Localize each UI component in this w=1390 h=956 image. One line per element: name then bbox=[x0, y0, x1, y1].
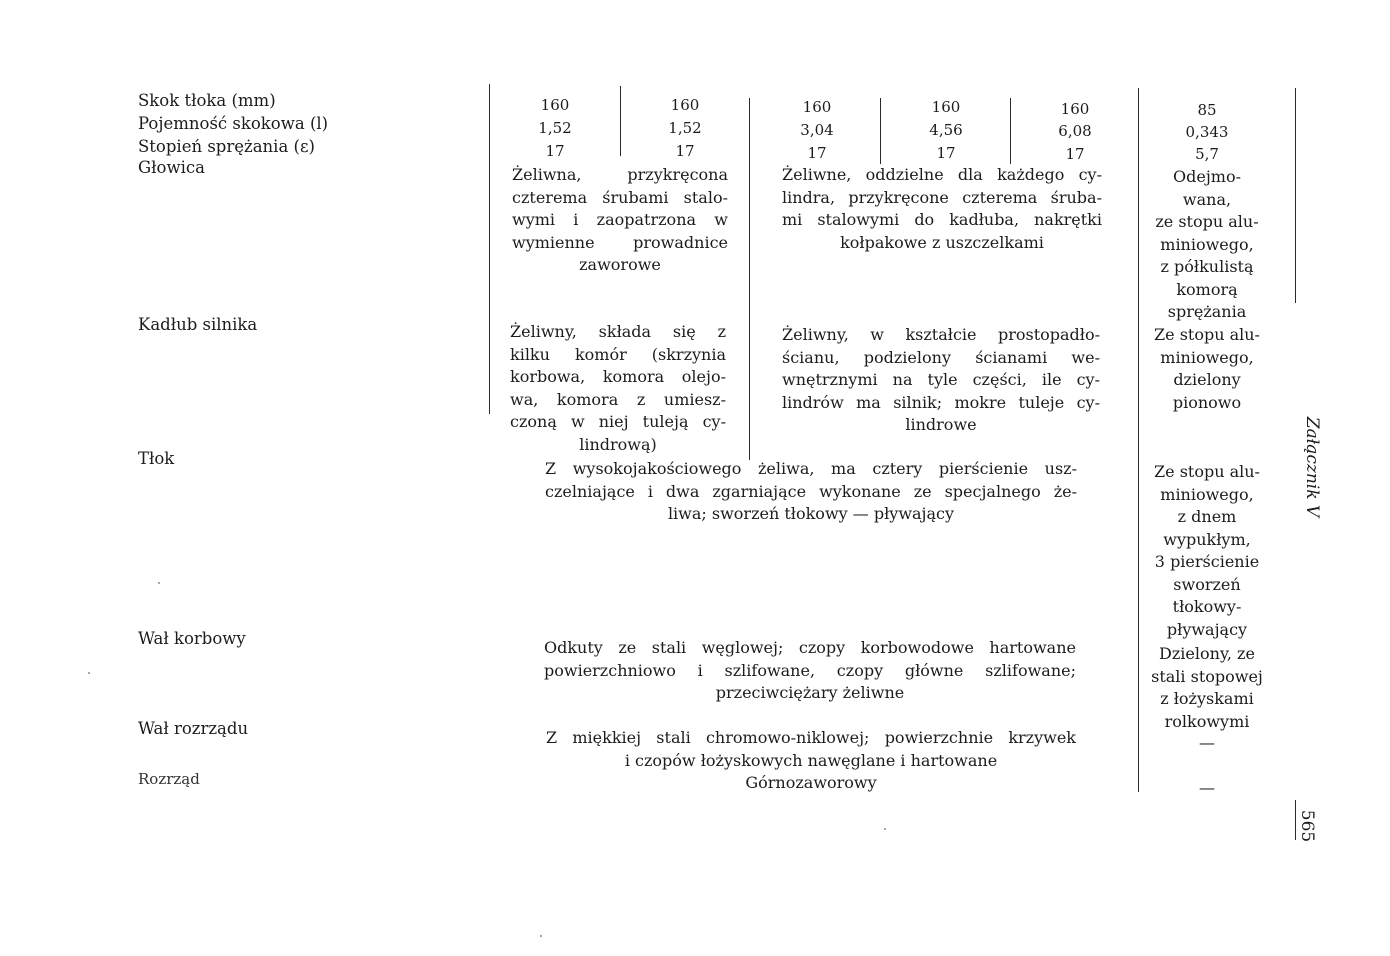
label-timing: Rozrząd bbox=[138, 770, 200, 788]
label-camshaft: Wał rozrządu bbox=[138, 719, 249, 738]
c-crankshaft-text: Dzielony, ze stali stopowej z łożyskami rolkowymi bbox=[1151, 644, 1263, 731]
timing-text: Górnozaworowy bbox=[745, 773, 877, 792]
rule-b-split-1 bbox=[880, 98, 881, 164]
label-crankshaft: Wał korbowy bbox=[138, 629, 246, 648]
label-stroke: Skok tłoka (mm) bbox=[138, 91, 276, 110]
b1-stroke: 160 bbox=[802, 98, 832, 116]
scan-speck bbox=[88, 672, 90, 674]
b1-displacement: 3,04 bbox=[800, 121, 834, 139]
a2-stroke: 160 bbox=[670, 96, 700, 114]
b3-displacement: 6,08 bbox=[1058, 122, 1092, 140]
a2-compression: 17 bbox=[675, 142, 695, 160]
c-head-text: Odejmo- wana, ze stopu alu- miniowego, z półkulistą komorą sprężania bbox=[1155, 167, 1259, 321]
a1-compression: 17 bbox=[545, 142, 565, 160]
c-compression: 5,7 bbox=[1195, 145, 1219, 163]
a1-displacement: 1,52 bbox=[538, 119, 572, 137]
rule-a-b bbox=[749, 98, 750, 460]
label-block: Kadłub silnika bbox=[138, 315, 258, 334]
b2-displacement: 4,56 bbox=[929, 121, 963, 139]
scan-speck bbox=[158, 582, 160, 584]
rule-right bbox=[1295, 88, 1296, 303]
rule-b-split-2 bbox=[1010, 98, 1011, 164]
c-camshaft-dash: — bbox=[1199, 733, 1215, 752]
c-stroke: 85 bbox=[1197, 101, 1217, 119]
label-compression: Stopień sprężania (ε) bbox=[138, 137, 315, 156]
b2-compression: 17 bbox=[936, 144, 956, 162]
b3-compression: 17 bbox=[1065, 145, 1085, 163]
b2-stroke: 160 bbox=[931, 98, 961, 116]
a-head-text: Żeliwna, przykręcona czterema śrubami stalo- wymi i zaopatrzona w wymienne prowadnice zaworowe bbox=[512, 165, 728, 274]
piston-text: Z wysokojakościowego żeliwa, ma cztery pierścienie usz- czelniające i dwa zgarniające wykonane ze specjalnego że- liwa; sworzeń tłokowy — pływający bbox=[545, 459, 1077, 523]
label-displacement: Pojemność skokowa (l) bbox=[138, 114, 329, 133]
c-timing-dash: — bbox=[1199, 778, 1215, 797]
label-piston: Tłok bbox=[138, 449, 175, 468]
scan-speck bbox=[540, 935, 542, 937]
b-head-text: Żeliwne, oddzielne dla każdego cy- lindra, przykręcone czterema śruba- mi stalowymi do kadłuba, nakrętki kołpakowe z uszczelkami bbox=[782, 165, 1102, 252]
page-number: 565 bbox=[1297, 809, 1317, 843]
b-block-text: Żeliwny, w kształcie prostopadło- ścianu, podzielony ścianami we- wnętrznymi na tyle części, ile cy- lindrów ma silnik; mokre tuleje cy- lindrowe bbox=[782, 325, 1100, 434]
camshaft-text: Z miękkiej stali chromowo-niklowej; powierzchnie krzywek i czopów łożyskowych nawęglane i hartowane bbox=[546, 728, 1076, 770]
a1-stroke: 160 bbox=[540, 96, 570, 114]
c-block-text: Ze stopu alu- miniowego, dzielony pionowo bbox=[1154, 325, 1260, 412]
rule-a-split bbox=[620, 86, 621, 156]
scan-speck bbox=[884, 828, 886, 830]
c-piston-text: Ze stopu alu- miniowego, z dnem wypukłym, 3 pierścienie sworzeń tłokowy- pływający bbox=[1154, 462, 1260, 639]
label-head: Głowica bbox=[138, 158, 205, 177]
a2-displacement: 1,52 bbox=[668, 119, 702, 137]
a-block-text: Żeliwny, składa się z kilku komór (skrzynia korbowa, komora olejo- wa, komora z umiesz- czoną w niej tuleją cy- lindrową) bbox=[510, 322, 726, 454]
b1-compression: 17 bbox=[807, 144, 827, 162]
appendix-label: Załącznik V bbox=[1302, 416, 1322, 518]
c-displacement: 0,343 bbox=[1185, 123, 1229, 141]
crankshaft-text: Odkuty ze stali węglowej; czopy korbowodowe hartowane powierzchniowo i szlifowane, czopy główne szlifowane; przeciwciężary żeliwne bbox=[544, 638, 1076, 702]
rule-main-left bbox=[489, 84, 490, 414]
b3-stroke: 160 bbox=[1060, 100, 1090, 118]
